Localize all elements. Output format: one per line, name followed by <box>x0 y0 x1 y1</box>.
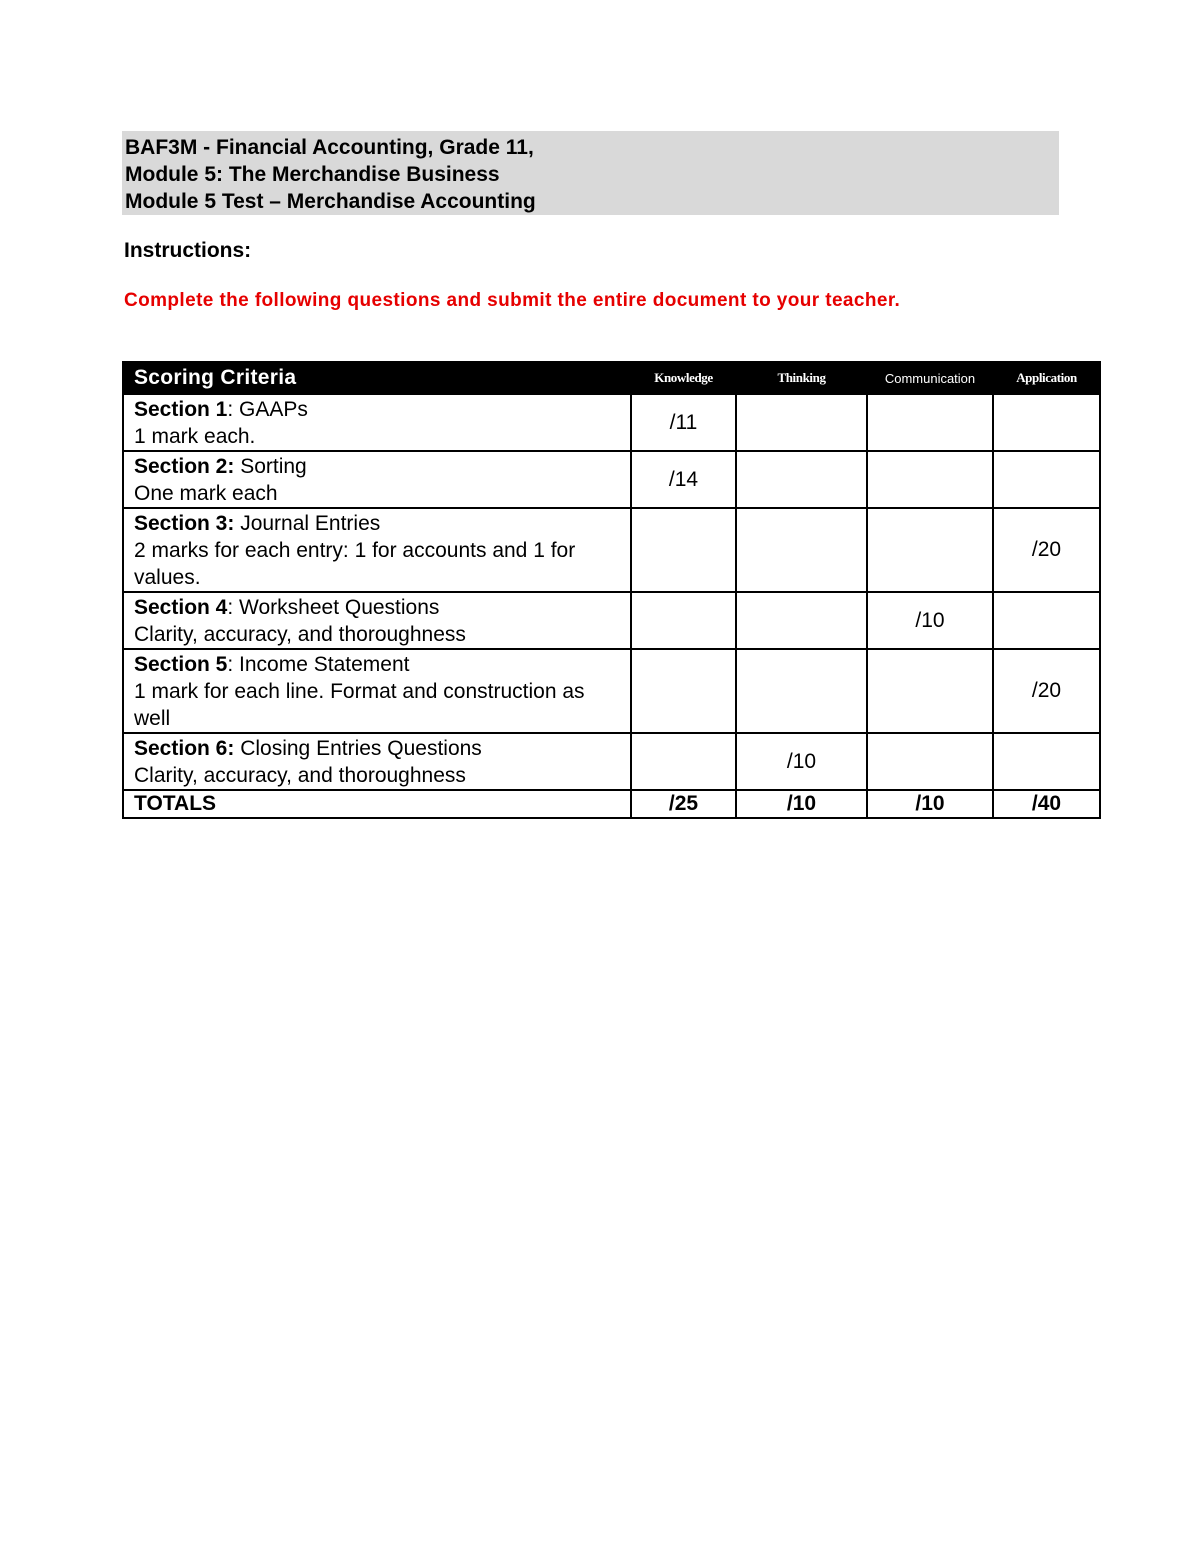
section-title: Closing Entries Questions <box>234 737 482 760</box>
header-thinking: Thinking <box>736 362 867 394</box>
communication-score <box>867 649 993 733</box>
section-name: Section 3: <box>134 512 235 535</box>
criteria-cell <box>123 592 631 649</box>
header-communication: Communication <box>867 362 993 394</box>
criteria-cell <box>123 733 631 790</box>
knowledge-score <box>631 649 736 733</box>
module-title: Module 5: The Merchandise Business <box>125 163 500 186</box>
thinking-total: /10 <box>736 790 867 818</box>
section-name: Section 1 <box>134 398 228 421</box>
section-title: Journal Entries <box>234 512 381 535</box>
section-name: Section 5 <box>134 653 228 676</box>
thinking-score: /10 <box>736 733 867 790</box>
table-row <box>123 649 1100 733</box>
communication-score <box>867 733 993 790</box>
application-score: /20 <box>993 508 1100 592</box>
application-total: /40 <box>993 790 1100 818</box>
header-scoring-criteria: Scoring Criteria <box>123 362 631 394</box>
table-header-row <box>123 362 1100 394</box>
section-title: : GAAPs <box>227 398 308 421</box>
knowledge-score <box>631 733 736 790</box>
section-name: Section 4 <box>134 596 228 619</box>
totals-row <box>123 790 1100 818</box>
section-detail: 1 mark for each line. Format and construction as well <box>134 680 585 730</box>
table-row <box>123 394 1100 451</box>
table-row <box>123 508 1100 592</box>
thinking-score <box>736 451 867 508</box>
thinking-score <box>736 649 867 733</box>
communication-score: /10 <box>867 592 993 649</box>
section-detail: 1 mark each. <box>134 425 256 448</box>
application-score <box>993 451 1100 508</box>
application-score: /20 <box>993 649 1100 733</box>
totals-label: TOTALS <box>123 790 631 818</box>
section-name: Section 2: <box>134 455 235 478</box>
section-detail: Clarity, accuracy, and thoroughness <box>134 764 466 787</box>
knowledge-total: /25 <box>631 790 736 818</box>
application-score <box>993 733 1100 790</box>
course-title: BAF3M - Financial Accounting, Grade 11, <box>125 136 534 159</box>
table-row <box>123 592 1100 649</box>
section-detail: 2 marks for each entry: 1 for accounts and 1 for values. <box>134 539 576 589</box>
section-name: Section 6: <box>134 737 235 760</box>
section-detail: One mark each <box>134 482 278 505</box>
scoring-criteria-table <box>122 361 1101 819</box>
table-row <box>123 451 1100 508</box>
instructions-heading: Instructions: <box>124 239 252 262</box>
thinking-score <box>736 394 867 451</box>
criteria-cell <box>123 394 631 451</box>
section-title: : Income Statement <box>227 653 410 676</box>
criteria-cell <box>123 451 631 508</box>
knowledge-score: /11 <box>631 394 736 451</box>
criteria-cell <box>123 508 631 592</box>
thinking-score <box>736 592 867 649</box>
knowledge-score: /14 <box>631 451 736 508</box>
knowledge-score <box>631 508 736 592</box>
communication-total: /10 <box>867 790 993 818</box>
communication-score <box>867 394 993 451</box>
application-score <box>993 394 1100 451</box>
table-row <box>123 733 1100 790</box>
instructions-text: Complete the following questions and submit the entire document to your teacher. <box>124 290 901 311</box>
thinking-score <box>736 508 867 592</box>
section-title: : Worksheet Questions <box>227 596 440 619</box>
document-header <box>122 131 1059 215</box>
header-application: Application <box>993 362 1100 394</box>
header-knowledge: Knowledge <box>631 362 736 394</box>
test-title: Module 5 Test – Merchandise Accounting <box>125 190 536 213</box>
communication-score <box>867 508 993 592</box>
section-detail: Clarity, accuracy, and thoroughness <box>134 623 466 646</box>
communication-score <box>867 451 993 508</box>
knowledge-score <box>631 592 736 649</box>
application-score <box>993 592 1100 649</box>
criteria-cell <box>123 649 631 733</box>
section-title: Sorting <box>234 455 307 478</box>
